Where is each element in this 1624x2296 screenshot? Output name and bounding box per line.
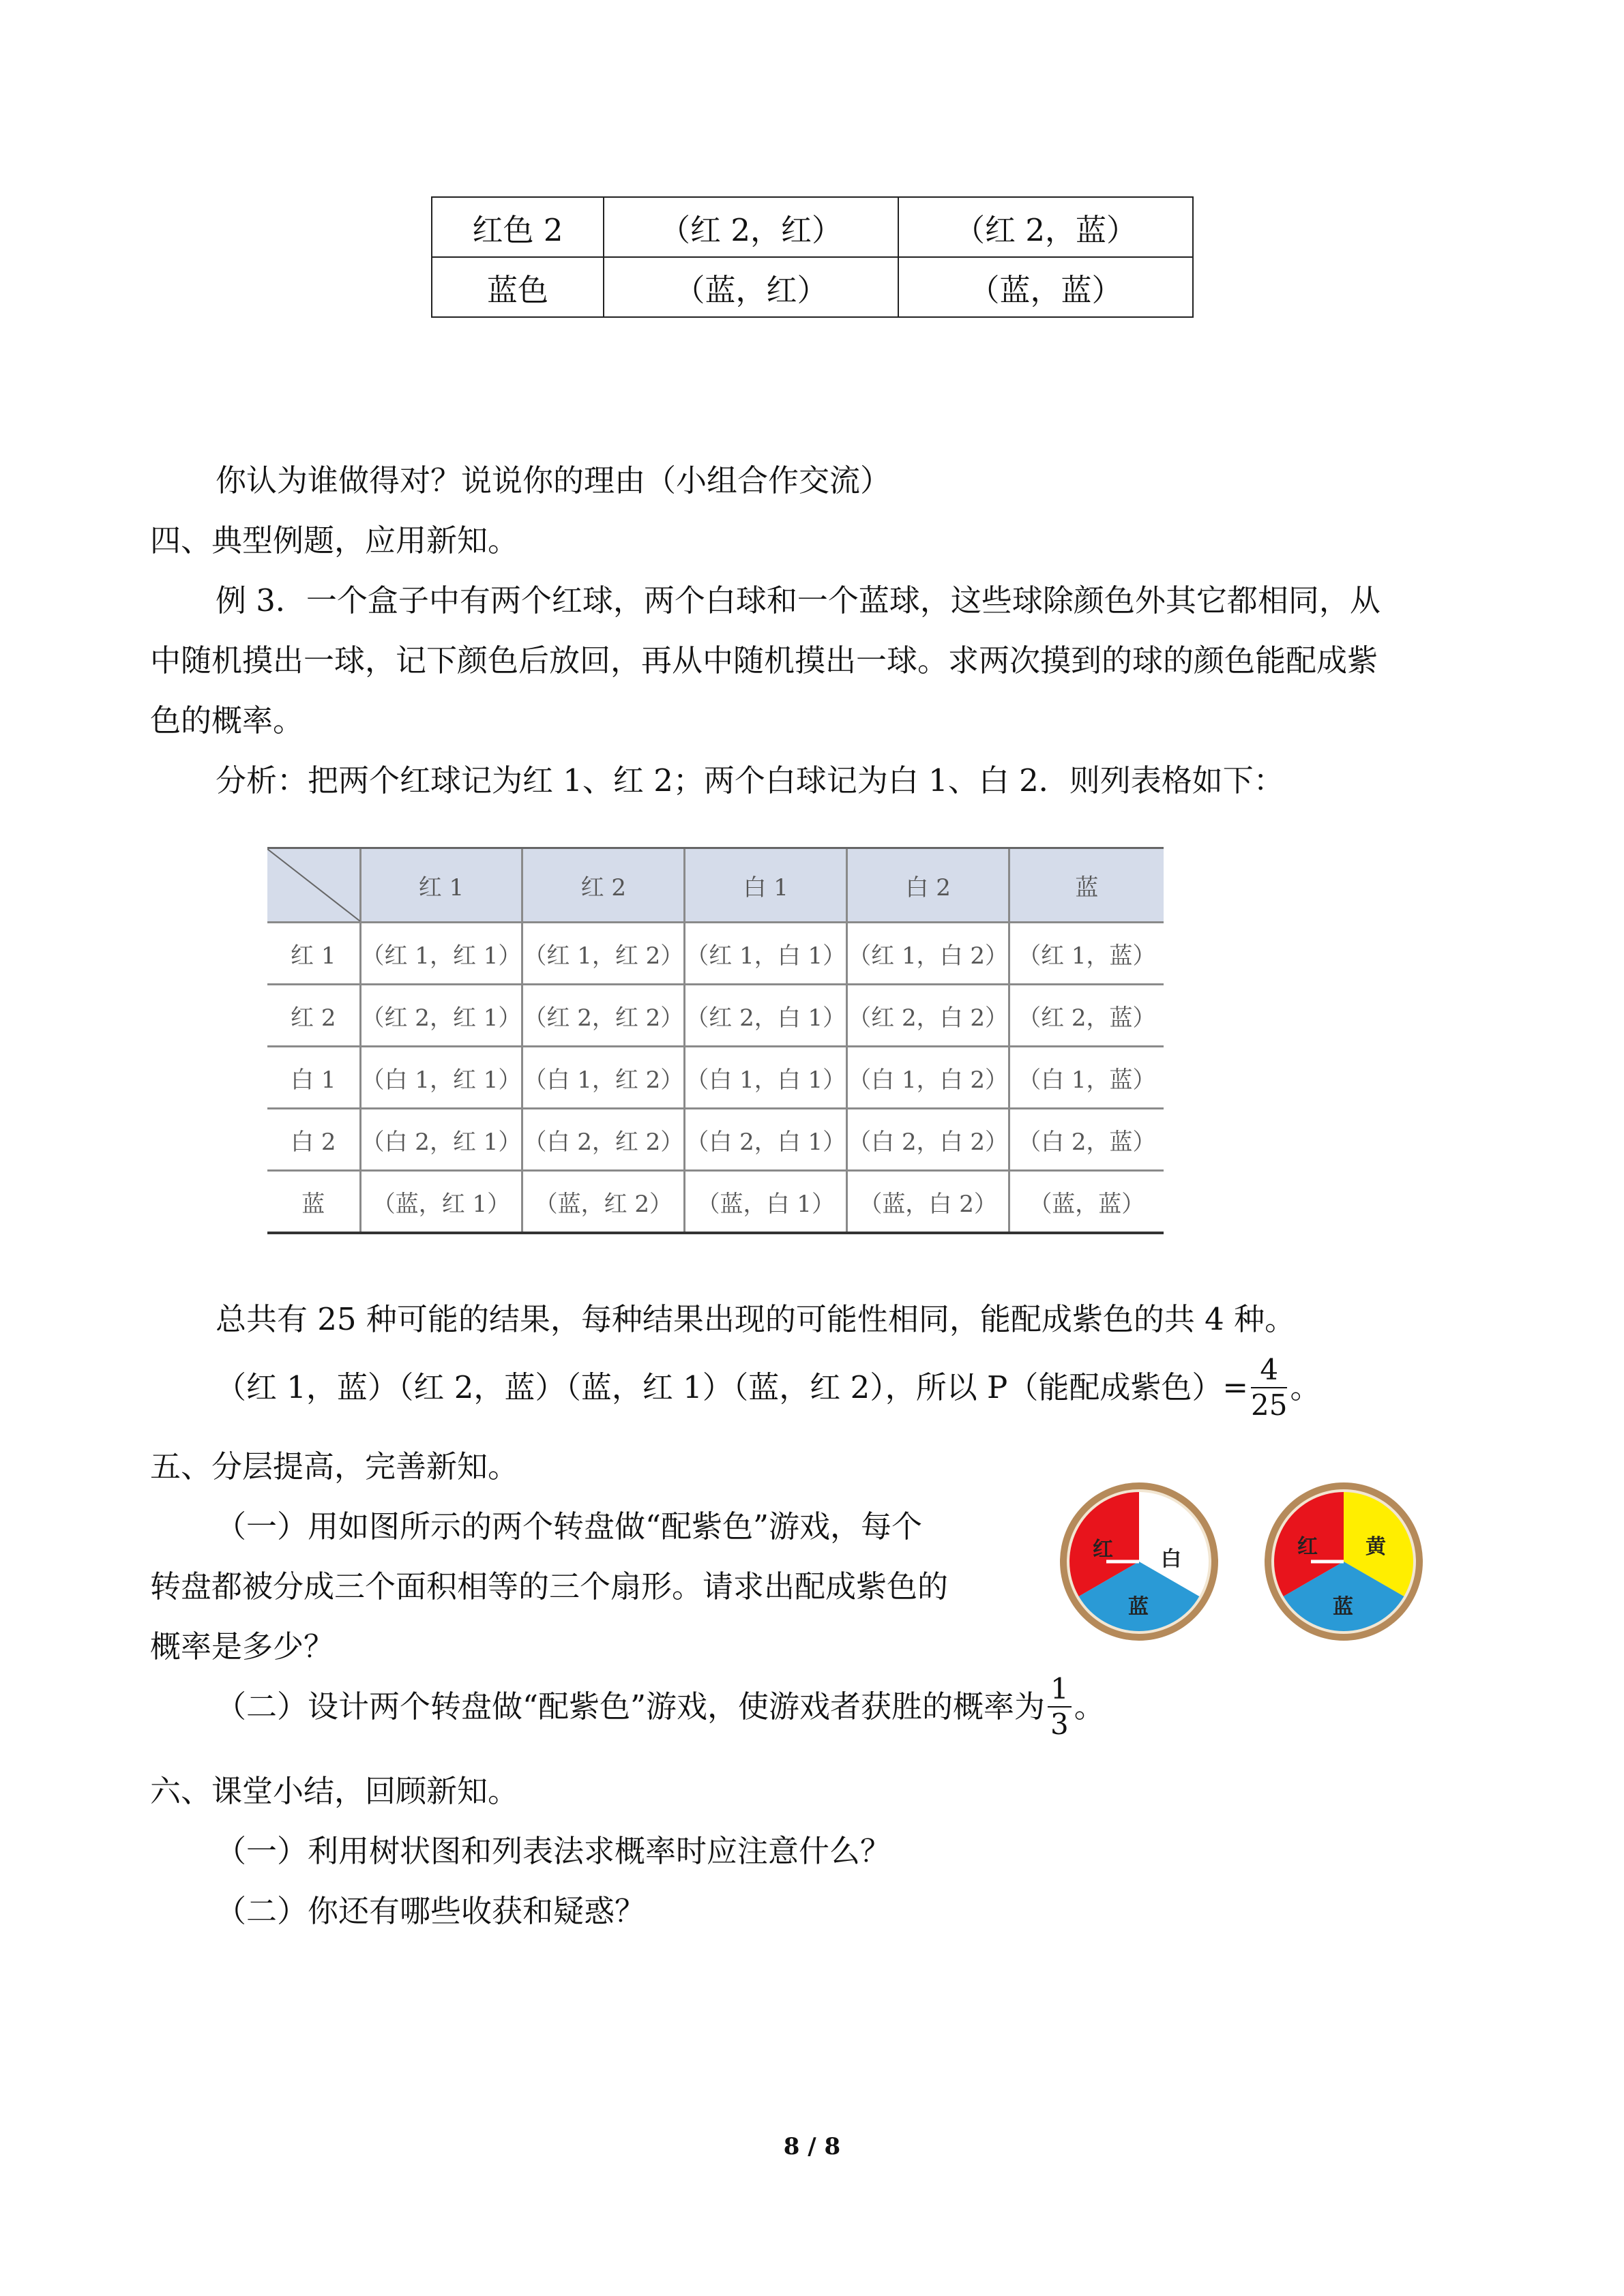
diagonal-header-cell — [267, 848, 360, 923]
top-table — [431, 196, 1194, 318]
fraction-numerator: 4 — [1251, 1353, 1287, 1388]
column-header: 白 1 — [685, 848, 847, 923]
table-cell: 红色 2 — [432, 197, 604, 257]
row-header: 蓝 — [267, 1171, 360, 1234]
table-cell: （白 1，红 1） — [360, 1047, 522, 1109]
table-cell: （红 2，红 2） — [522, 985, 685, 1047]
table-cell: （白 1，白 1） — [685, 1047, 847, 1109]
table-row — [267, 1047, 1164, 1109]
table-cell: （白 2，红 1） — [360, 1109, 522, 1171]
row-header: 红 1 — [267, 923, 360, 985]
table-cell: （红 1，白 2） — [847, 923, 1009, 985]
section-heading-5: 五、分层提高，完善新知。 — [150, 1448, 519, 1485]
question-1-line: （一）用如图所示的两个转盘做“配紫色”游戏，每个 — [216, 1508, 923, 1545]
table-cell: （白 2，白 1） — [685, 1109, 847, 1171]
section-heading-6: 六、课堂小结，回顾新知。 — [150, 1773, 519, 1809]
example-text-line: 中随机摸出一球，记下颜色后放回，再从中随机摸出一球。求两次摸到的球的颜色能配成紫 — [150, 642, 1378, 679]
spinner-label: 白 — [1161, 1547, 1181, 1571]
table-row — [267, 1109, 1164, 1171]
table-cell: （红 2，蓝） — [1009, 985, 1164, 1047]
table-cell: （白 1，白 2） — [847, 1047, 1009, 1109]
example-text-line: 色的概率。 — [150, 702, 304, 739]
spinner-label: 红 — [1297, 1535, 1318, 1559]
table-cell: （白 2，白 2） — [847, 1109, 1009, 1171]
column-header: 蓝 — [1009, 848, 1164, 923]
spinner-label: 蓝 — [1333, 1595, 1353, 1619]
table-cell: （蓝，蓝） — [898, 257, 1193, 317]
table-cell: （红 2，红） — [604, 197, 898, 257]
table-row — [267, 985, 1164, 1047]
column-header: 红 1 — [360, 848, 522, 923]
table-cell: （红 1，蓝） — [1009, 923, 1164, 985]
table-row — [267, 1171, 1164, 1234]
row-header: 红 2 — [267, 985, 360, 1047]
table-cell: （白 2，蓝） — [1009, 1109, 1164, 1171]
summary-question-2: （二）你还有哪些收获和疑惑？ — [216, 1893, 646, 1929]
page-number: 8 / 8 — [783, 2133, 841, 2160]
table-cell: （白 1，红 2） — [522, 1047, 685, 1109]
question-2-text: （二）设计两个转盘做“配紫色”游戏，使游戏者获胜的概率为 — [216, 1688, 1046, 1725]
spinner-label: 红 — [1093, 1538, 1113, 1562]
outcome-line — [216, 1350, 1321, 1425]
total-outcomes-text: 总共有 25 种可能的结果，每种结果出现的可能性相同，能配成紫色的共 4 种。 — [216, 1301, 1296, 1337]
row-header: 白 2 — [267, 1109, 360, 1171]
section-heading-4: 四、典型例题，应用新知。 — [150, 522, 519, 558]
fraction-4-25 — [1251, 1353, 1287, 1422]
table-cell: （白 1，蓝） — [1009, 1047, 1164, 1109]
table-cell: （红 1，白 1） — [685, 923, 847, 985]
table-cell: （红 1，红 1） — [360, 923, 522, 985]
diagonal-line — [267, 849, 360, 921]
table-cell: （红 1，红 2） — [522, 923, 685, 985]
table-cell: （蓝，白 1） — [685, 1171, 847, 1234]
table-row — [432, 257, 1193, 317]
spinner-right — [1262, 1480, 1426, 1643]
example-text-line: 例 3．一个盒子中有两个红球，两个白球和一个蓝球，这些球除颜色外其它都相同，从 — [216, 582, 1381, 618]
probability-table — [267, 847, 1164, 1234]
table-header-row — [267, 848, 1164, 923]
analysis-text: 分析：把两个红球记为红 1、红 2；两个白球记为白 1、白 2．则列表格如下： — [216, 762, 1284, 799]
table-cell: （红 2，红 1） — [360, 985, 522, 1047]
discussion-prompt: 你认为谁做得对？说说你的理由（小组合作交流） — [216, 462, 891, 498]
table-row — [432, 197, 1193, 257]
outcome-text: （红 1，蓝）（红 2，蓝）（蓝，红 1）（蓝，红 2），所以 P（能配成紫色）= — [216, 1369, 1249, 1405]
table-cell: （红 2，白 2） — [847, 985, 1009, 1047]
table-cell: （蓝，红 2） — [522, 1171, 685, 1234]
spinner-left — [1057, 1480, 1221, 1643]
spinner-label: 黄 — [1365, 1535, 1386, 1559]
table-row — [267, 923, 1164, 985]
fraction-denominator: 3 — [1050, 1708, 1069, 1741]
fraction-1-3 — [1048, 1672, 1072, 1742]
row-header: 白 1 — [267, 1047, 360, 1109]
period: 。 — [1290, 1369, 1321, 1405]
summary-question-1: （一）利用树状图和列表法求概率时应注意什么？ — [216, 1833, 891, 1869]
table-cell: （蓝，蓝） — [1009, 1171, 1164, 1234]
table-cell: （红 2，蓝） — [898, 197, 1193, 257]
question-1-line: 概率是多少？ — [150, 1628, 335, 1665]
table-cell: （蓝，红 1） — [360, 1171, 522, 1234]
question-2-line — [216, 1669, 1105, 1744]
column-header: 白 2 — [847, 848, 1009, 923]
spinner-label: 蓝 — [1128, 1595, 1149, 1619]
period: 。 — [1074, 1688, 1105, 1725]
table-cell: （白 2，红 2） — [522, 1109, 685, 1171]
table-cell: （蓝，白 2） — [847, 1171, 1009, 1234]
table-cell: 蓝色 — [432, 257, 604, 317]
question-1-line: 转盘都被分成三个面积相等的三个扇形。请求出配成紫色的 — [150, 1568, 949, 1605]
fraction-denominator: 25 — [1251, 1388, 1288, 1422]
table-cell: （红 2，白 1） — [685, 985, 847, 1047]
table-cell: （蓝，红） — [604, 257, 898, 317]
column-header: 红 2 — [522, 848, 685, 923]
fraction-numerator: 1 — [1048, 1672, 1072, 1708]
